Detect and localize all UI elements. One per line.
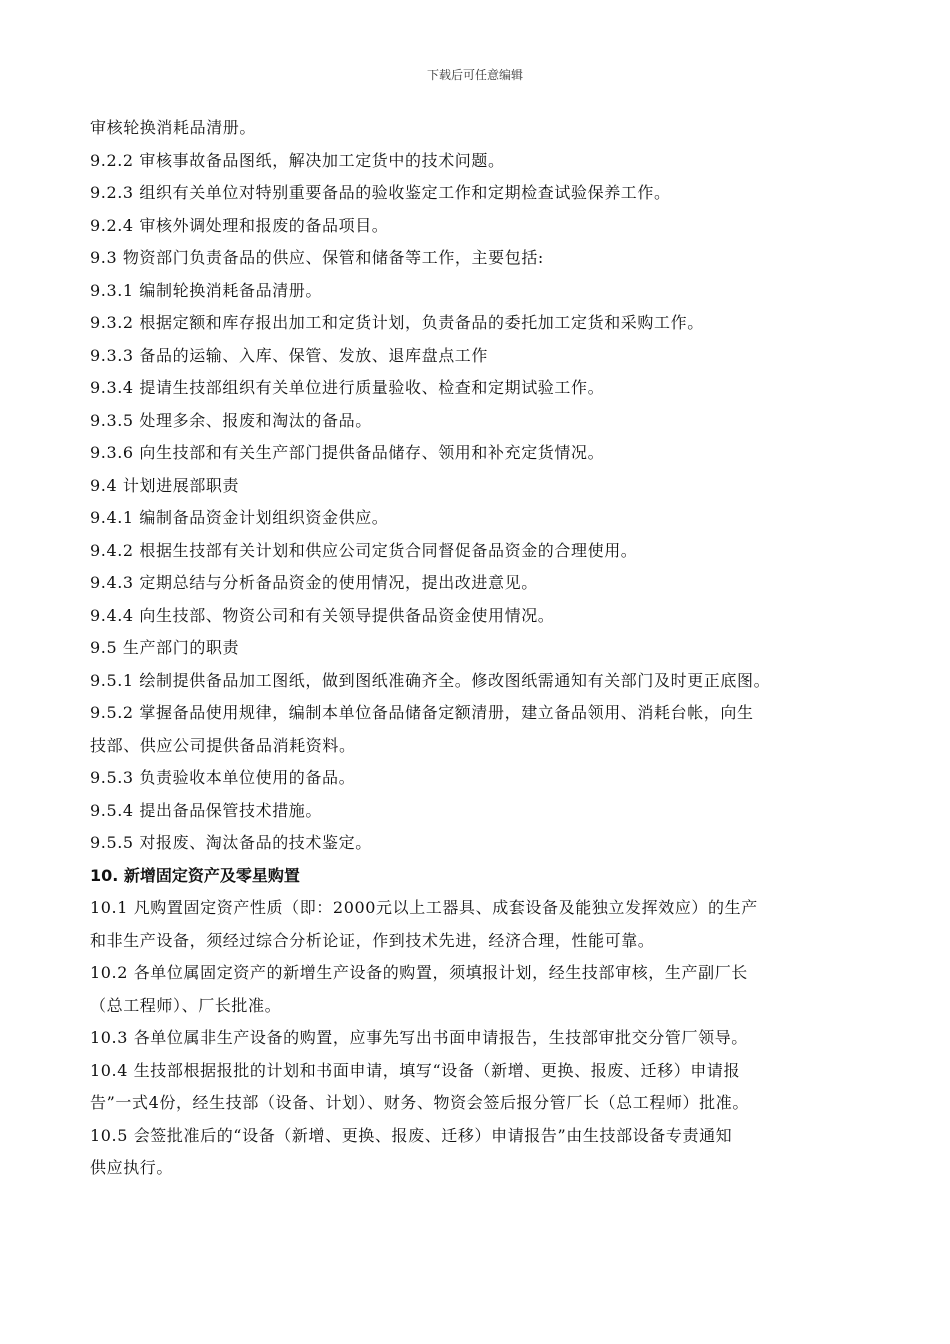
text-line: 10.2 各单位属固定资产的新增生产设备的购置，须填报计划，经生技部审核，生产副厂长 xyxy=(90,963,748,982)
page-header: 下载后可任意编辑 xyxy=(426,68,523,82)
text-line: 9.3.3 备品的运输、入库、保管、发放、退库盘点工作 xyxy=(90,345,488,365)
text-line: 9.5.1 绘制提供备品加工图纸，做到图纸准确齐全。修改图纸需通知有关部门及时更正底图。 xyxy=(90,670,771,690)
text-line: 9.3.1 编制轮换消耗备品清册。 xyxy=(90,280,322,300)
text-line: 9.4.1 编制备品资金计划组织资金供应。 xyxy=(90,508,389,527)
text-line: 9.4.4 向生技部、物资公司和有关领导提供备品资金使用情况。 xyxy=(90,605,555,625)
text-line: 10.4 生技部根据报批的计划和书面申请，填写“设备（新增、更换、报废、迁移）申请报 xyxy=(90,1060,741,1080)
text-line: （总工程师）、厂长批准。 xyxy=(90,995,282,1015)
text-line: 9.5 生产部门的职责 xyxy=(90,638,240,657)
text-line: 9.3.5 处理多余、报废和淘汰的备品。 xyxy=(90,410,372,430)
text-line: 9.5.2 掌握备品使用规律，编制本单位备品储备定额清册，建立备品领用、消耗台帐，向生 xyxy=(90,703,754,722)
text-line: 9.2.2 审核事故备品图纸，解决加工定货中的技术问题。 xyxy=(90,150,505,170)
text-line: 9.5.3 负责验收本单位使用的备品。 xyxy=(90,768,356,787)
text-line: 9.4 计划进展部职责 xyxy=(90,475,240,495)
document-body xyxy=(90,112,866,1185)
text-line: 9.5.5 对报废、淘汰备品的技术鉴定。 xyxy=(90,833,372,852)
text-line: 9.4.3 定期总结与分析备品资金的使用情况，提出改进意见。 xyxy=(90,573,538,592)
text-line: 9.3.2 根据定额和库存报出加工和定货计划，负责备品的委托加工定货和采购工作。 xyxy=(90,313,704,332)
text-line: 9.2.4 审核外调处理和报废的备品项目。 xyxy=(90,215,389,235)
text-line: 9.4.2 根据生技部有关计划和供应公司定货合同督促备品资金的合理使用。 xyxy=(90,540,638,560)
text-line: 9.3.4 提请生技部组织有关单位进行质量验收、检查和定期试验工作。 xyxy=(90,378,605,397)
text-line: 技部、供应公司提供备品消耗资料。 xyxy=(90,735,356,755)
text-line: 和非生产设备，须经过综合分析论证，作到技术先进，经济合理，性能可靠。 xyxy=(90,930,655,950)
text-line: 10.5 会签批准后的“设备（新增、更换、报废、迁移）申请报告”由生技部设备专责通知 xyxy=(90,1125,733,1145)
text-line: 供应执行。 xyxy=(90,1158,174,1177)
text-line: 10.3 各单位属非生产设备的购置，应事先写出书面申请报告，生技部审批交分管厂领导。 xyxy=(90,1028,748,1047)
text-line: 9.5.4 提出备品保管技术措施。 xyxy=(90,800,322,820)
text-line: 10.1 凡购置固定资产性质（即：2000元以上工器具、成套设备及能独立发挥效应）的生产 xyxy=(90,898,758,917)
text-line: 9.3 物资部门负责备品的供应、保管和储备等工作，主要包括: xyxy=(90,248,544,267)
text-line: 审核轮换消耗品清册。 xyxy=(90,118,257,137)
text-line: 9.2.3 组织有关单位对特别重要备品的验收鉴定工作和定期检查试验保养工作。 xyxy=(90,183,671,202)
text-line: 9.3.6 向生技部和有关生产部门提供备品储存、领用和补充定货情况。 xyxy=(90,443,605,462)
section-heading: 10. 新增固定资产及零星购置 xyxy=(90,865,300,885)
text-line: 告”一式4份，经生技部（设备、计划）、财务、物资会签后报分管厂长（总工程师）批准。 xyxy=(90,1093,749,1112)
